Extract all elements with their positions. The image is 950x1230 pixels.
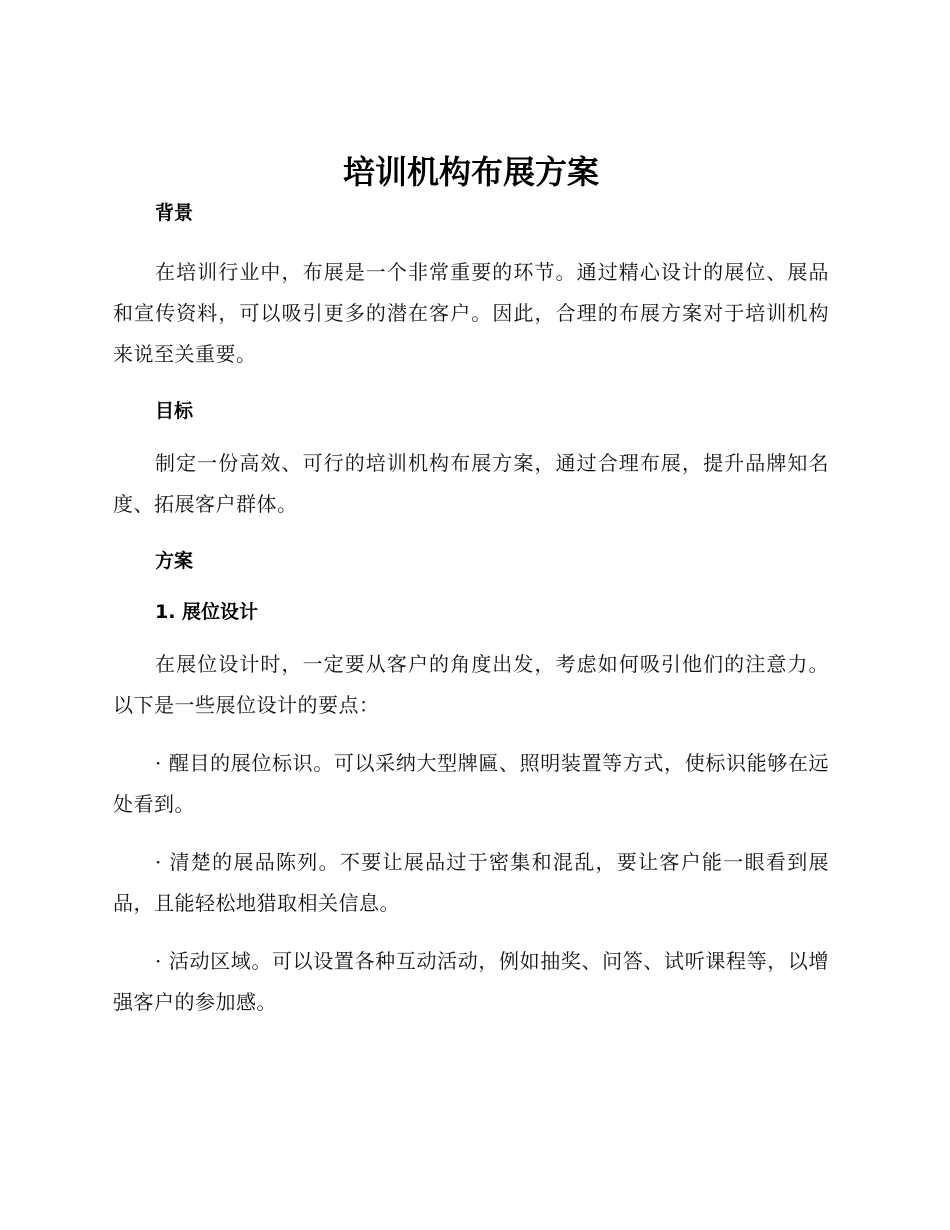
paragraph-booth-design-intro: 在展位设计时，一定要从客户的角度出发，考虑如何吸引他们的注意力。以下是一些展位设计的要点： [113,652,829,717]
paragraph-goal: 制定一份高效、可行的培训机构布展方案，通过合理布展，提升品牌知名度、拓展客户群体。 [113,451,829,516]
section-heading-background: 背景 [155,202,194,224]
subsection-heading-booth-design: 1. 展位设计 [155,601,259,623]
document-title: 培训机构布展方案 [342,153,599,191]
bullet-point-activity-area: · 活动区域。可以设置各种互动活动，例如抽奖、问答、试听课程等，以增强客户的参加感。 [113,949,829,1014]
document-page [113,148,829,1023]
paragraph-background: 在培训行业中，布展是一个非常重要的环节。通过精心设计的展位、展品和宣传资料，可以吸引更多的潜在客户。因此，合理的布展方案对于培训机构来说至关重要。 [113,260,829,366]
section-heading-goal: 目标 [155,400,194,422]
bullet-point-signage: · 醒目的展位标识。可以采纳大型牌匾、照明装置等方式，使标识能够在远处看到。 [113,751,829,816]
bullet-point-display: · 清楚的展品陈列。不要让展品过于密集和混乱，要让客户能一眼看到展品，且能轻松地猎取相关信息。 [113,850,829,915]
section-heading-plan: 方案 [155,550,194,572]
